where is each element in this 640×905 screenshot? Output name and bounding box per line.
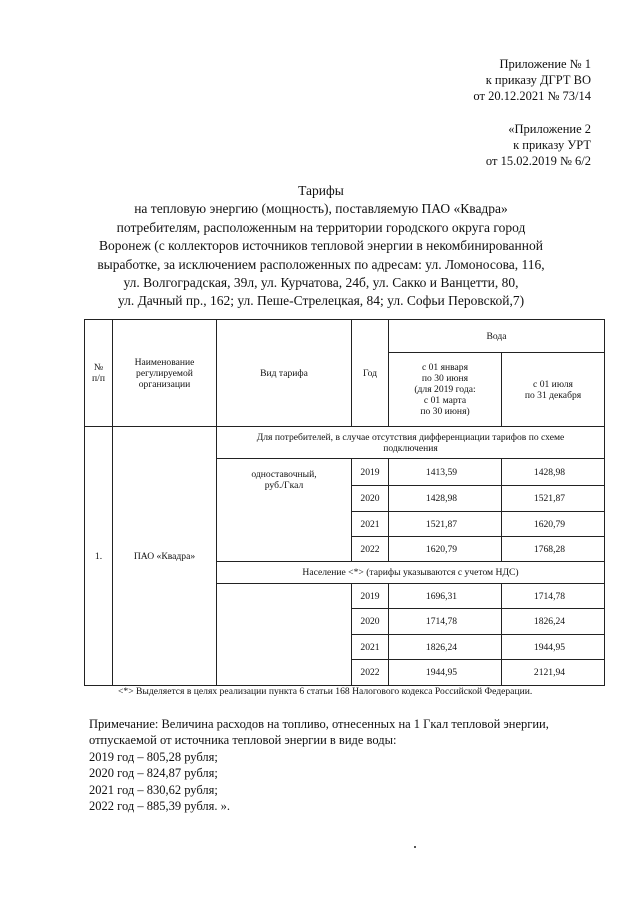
title-line: потребителям, расположенным на территории городского округа город	[116, 219, 526, 235]
row-number: 1.	[85, 427, 113, 686]
appendix-1-header	[473, 56, 591, 104]
header-period-line: (для 2019 года:	[414, 384, 476, 395]
title-line: ул. Дачный пр., 162; ул. Пеше-Стрелецкая, 84; ул. Софьи Перовской,7)	[117, 293, 525, 309]
header-period-line: по 30 июня	[421, 373, 469, 384]
header-organization-line: регулируемой	[136, 367, 193, 379]
note-line: 2020 год – 824,87 рубля;	[89, 766, 218, 781]
appendix-line: к приказу УРТ	[513, 138, 591, 152]
tariff-table	[84, 319, 605, 686]
scan-speck	[414, 846, 416, 848]
value-cell-period-1: 1413,59	[389, 459, 502, 486]
title-line: ул. Волгоградская, 39л, ул. Курчатова, 24б, ул. Сакко и Ванцетти, 80,	[123, 275, 519, 291]
value-cell-period-1: 1714,78	[389, 609, 502, 635]
note-line: 2021 год – 830,62 рубля;	[89, 782, 218, 797]
title-line: выработке, за исключением расположенных по адресам: ул. Ломоносова, 116,	[97, 256, 545, 272]
tariff-type-cell-empty	[217, 584, 352, 686]
note-line: Примечание: Величина расходов на топливо, отнесенных на 1 Гкал тепловой энергии,	[89, 717, 549, 731]
appendix-line: Приложение № 1	[499, 57, 591, 71]
note-line: 2022 год – 885,39 рубля. ».	[89, 799, 231, 814]
header-year: Год	[352, 320, 389, 427]
header-period-line: с 01 марта	[423, 395, 467, 406]
year-cell: 2019	[352, 459, 389, 486]
header-number-line: п/п	[92, 373, 105, 384]
tariff-type-cell	[217, 459, 352, 562]
value-cell-period-2: 1428,98	[502, 459, 605, 486]
year-cell: 2022	[352, 660, 389, 686]
value-cell-period-2: 1521,87	[502, 486, 605, 512]
header-tariff-type: Вид тарифа	[217, 320, 352, 427]
header-period-1	[389, 353, 502, 427]
footnote: <*> Выделяется в целях реализации пункта 6 статьи 168 Налогового кодекса Российской Федерации.	[118, 686, 533, 697]
header-organization	[113, 320, 217, 427]
note-line: 2019 год – 805,28 рубля;	[89, 749, 218, 764]
header-number-line: №	[93, 362, 104, 373]
header-organization-line: организации	[138, 378, 191, 390]
header-period-line: по 30 июня)	[420, 406, 470, 417]
note-line: отпускаемой от источника тепловой энергии в виде воды:	[89, 733, 397, 748]
year-cell: 2021	[352, 512, 389, 537]
appendix-line: «Приложение 2	[508, 122, 591, 136]
tariff-type-line: руб./Гкал	[264, 480, 304, 491]
document-title	[78, 182, 564, 311]
section-title-population: Население <*> (тарифы указываются с учетом НДС)	[217, 562, 605, 584]
year-cell: 2022	[352, 537, 389, 562]
value-cell-period-1: 1521,87	[389, 512, 502, 537]
title-line: Тарифы	[298, 183, 344, 198]
value-cell-period-1: 1944,95	[389, 660, 502, 686]
year-cell: 2019	[352, 584, 389, 609]
value-cell-period-1: 1826,24	[389, 635, 502, 660]
value-cell-period-1: 1696,31	[389, 584, 502, 609]
appendix-line: от 20.12.2021 № 73/14	[473, 89, 591, 103]
header-period-line: по 31 декабря	[524, 389, 582, 401]
header-organization-line: Наименование	[134, 356, 195, 368]
appendix-line: от 15.02.2019 № 6/2	[485, 154, 591, 168]
section-title-line: Для потребителей, в случае отсутствия дифференциации тарифов по схеме	[256, 431, 565, 443]
section-row	[85, 427, 605, 459]
value-cell-period-2: 1620,79	[502, 512, 605, 537]
tariff-type-line: одноставочный,	[251, 469, 317, 480]
header-number	[85, 320, 113, 427]
value-cell-period-2: 1944,95	[502, 635, 605, 660]
header-period-2	[502, 353, 605, 427]
year-cell: 2020	[352, 609, 389, 635]
value-cell-period-2: 1714,78	[502, 584, 605, 609]
value-cell-period-1: 1428,98	[389, 486, 502, 512]
value-cell-period-1: 1620,79	[389, 537, 502, 562]
value-cell-period-2: 1826,24	[502, 609, 605, 635]
header-period-line: с 01 июля	[533, 378, 573, 390]
section-title-consumers	[217, 427, 605, 459]
header-water: Вода	[389, 320, 605, 353]
table-header-row	[85, 320, 605, 353]
appendix-line: к приказу ДГРТ ВО	[485, 73, 591, 87]
year-cell: 2020	[352, 486, 389, 512]
note-block	[89, 716, 549, 814]
section-title-line: подключения	[383, 442, 438, 454]
title-line: Воронеж (с коллекторов источников тепловой энергии в некомбинированной	[99, 238, 543, 254]
header-period-line: с 01 января	[421, 362, 469, 373]
organization-name: ПАО «Квадра»	[113, 427, 217, 686]
value-cell-period-2: 1768,28	[502, 537, 605, 562]
year-cell: 2021	[352, 635, 389, 660]
appendix-2-header	[486, 121, 591, 169]
value-cell-period-2: 2121,94	[502, 660, 605, 686]
title-line: на тепловую энергию (мощность), поставляемую ПАО «Квадра»	[134, 201, 508, 217]
